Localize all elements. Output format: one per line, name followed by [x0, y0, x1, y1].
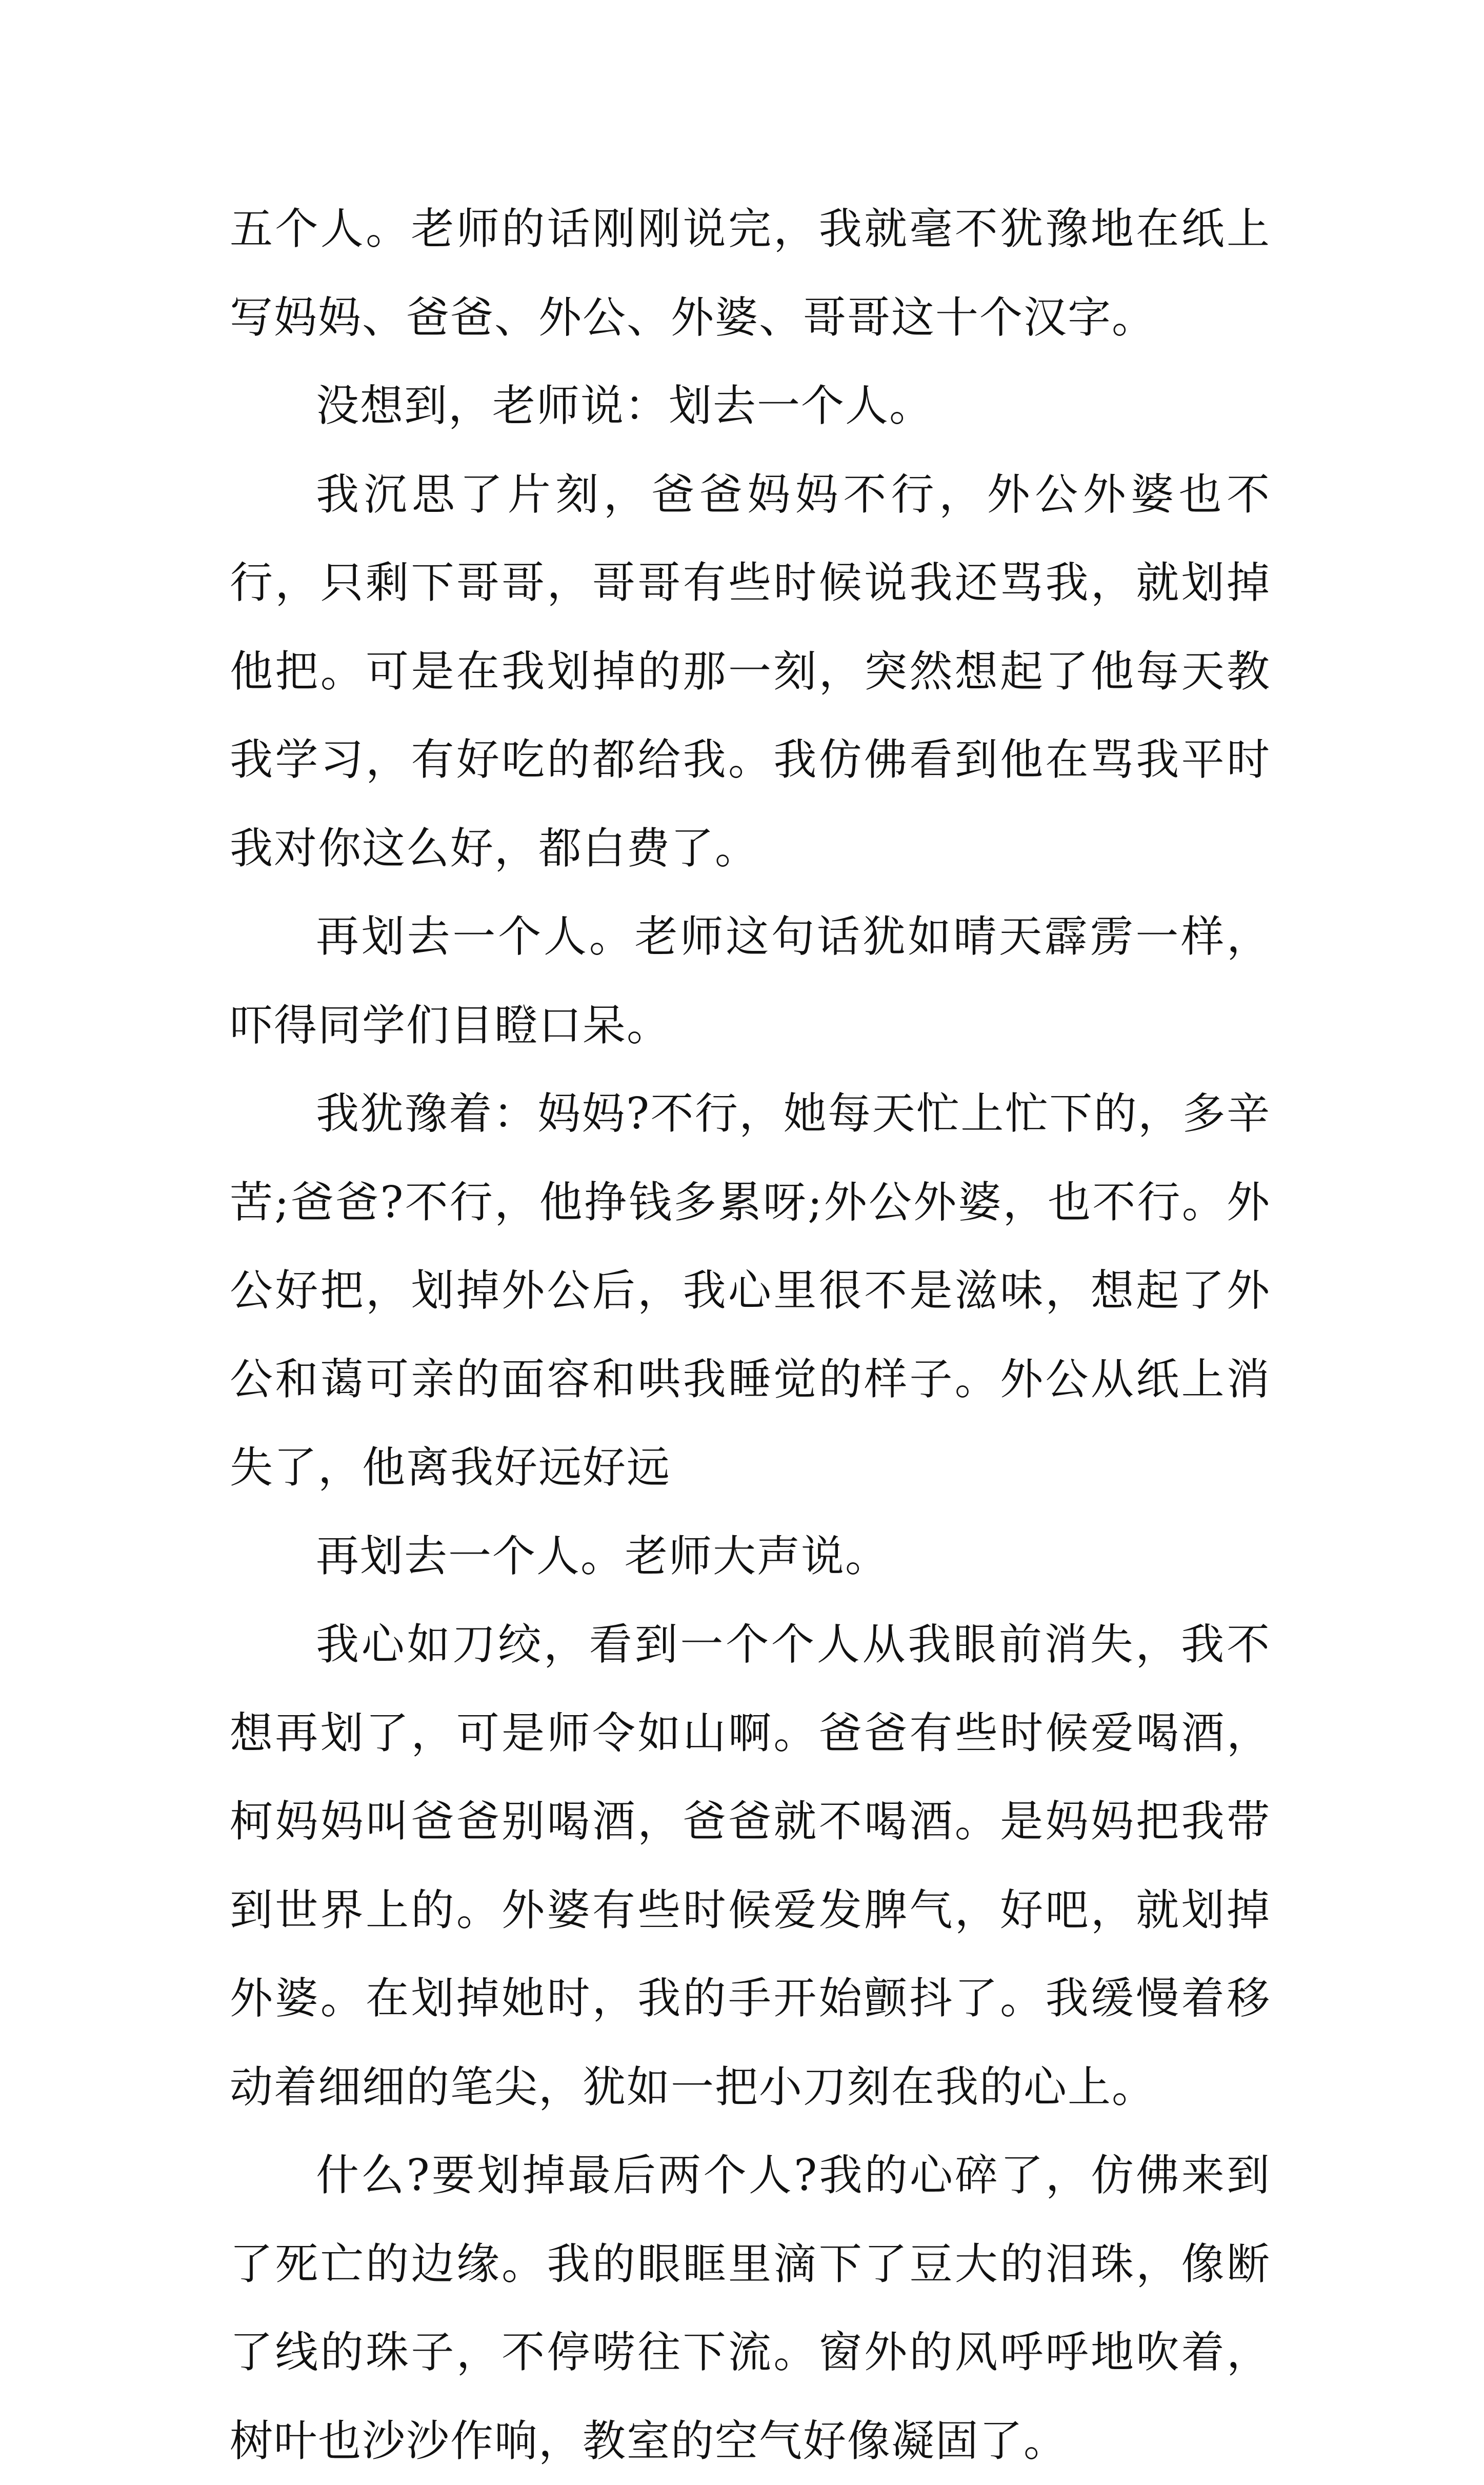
paragraph-8: 什么?要划掉最后两个人?我的心碎了，仿佛来到了死亡的边缘。我的眼眶里滴下了豆大的泪珠，像断了线的珠子，不停唠往下流。窗外的风呼呼地吹着，树叶也沙沙作响，教室的空气好像凝固了。 — [230, 2150, 1271, 2466]
paragraph-1: 五个人。老师的话刚刚说完，我就毫不犹豫地在纸上写妈妈、爸爸、外公、外婆、哥哥这十个汉字。 — [230, 204, 1271, 343]
paragraph-5: 我犹豫着：妈妈?不行，她每天忙上忙下的，多辛苦;爸爸?不行，他挣钱多累呀;外公外婆，也不行。外公好把，划掉外公后，我心里很不是滋味，想起了外公和蔼可亲的面容和哄我睡觉的样子。外公从纸上消失了，他离我好远好远 — [230, 1088, 1271, 1493]
paragraph-7: 我心如刀绞，看到一个个人从我眼前消失，我不想再划了，可是师令如山啊。爸爸有些时候爱喝酒，柯妈妈叫爸爸别喝酒，爸爸就不喝酒。是妈妈把我带到世界上的。外婆有些时候爱发脾气，好吧，就划掉外婆。在划掉她时，我的手开始颤抖了。我缓慢着移动着细细的笔尖，犹如一把小刀刻在我的心上。 — [230, 1619, 1271, 2112]
paragraph-3: 我沉思了片刻，爸爸妈妈不行，外公外婆也不行，只剩下哥哥，哥哥有些时候说我还骂我，就划掉他把。可是在我划掉的那一刻，突然想起了他每天教我学习，有好吃的都给我。我仿佛看到他在骂我平时我对你这么好，都白费了。 — [230, 469, 1271, 873]
paragraph-2: 没想到，老师说：划去一个人。 — [316, 381, 934, 431]
paragraph-4: 再划去一个人。老师这句话犹如晴天霹雳一样，吓得同学们目瞪口呆。 — [230, 911, 1271, 1050]
paragraph-6: 再划去一个人。老师大声说。 — [316, 1530, 890, 1581]
essay-body — [230, 185, 1271, 2485]
